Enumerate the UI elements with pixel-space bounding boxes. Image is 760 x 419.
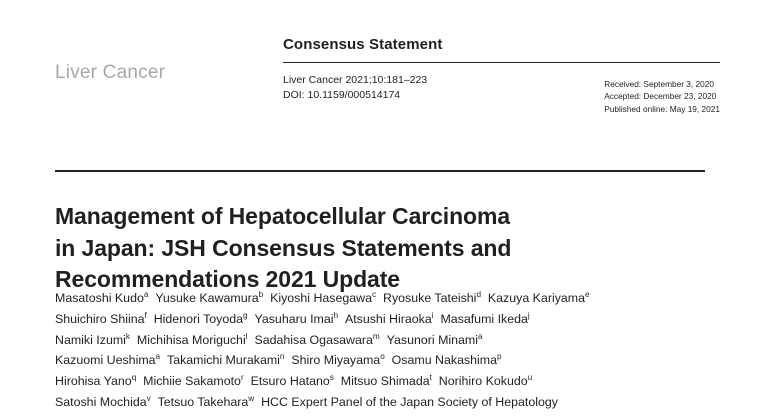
author-name[interactable]: Yasunori Minami [386,332,478,347]
author-affiliation-marker: v [146,394,151,404]
author-list [55,288,715,413]
author-name[interactable]: Kazuomi Ueshima [55,353,156,368]
author-name[interactable]: Yasuharu Imai [254,311,334,326]
author-name[interactable]: Osamu Nakashima [391,353,498,368]
author-name[interactable]: Tetsuo Takehara [157,395,249,410]
author-affiliation-marker: n [279,352,285,362]
author-name[interactable]: Hidenori Toyoda [153,311,244,326]
author-name[interactable]: Michiie Sakamoto [143,374,241,389]
author-line [55,371,715,392]
author-affiliation-marker: m [372,331,380,341]
author-name[interactable]: Etsuro Hatano [250,374,330,389]
journal-name: Liver Cancer [55,62,166,83]
author-affiliation-marker: c [372,289,377,299]
author-line [55,350,715,371]
author-affiliation-marker: a [478,331,483,341]
header-divider [283,62,720,63]
author-line [55,330,715,351]
author-name[interactable]: Atsushi Hiraoka [344,311,432,326]
author-affiliation-marker: k [125,331,131,341]
author-name[interactable]: Masatoshi Kudo [55,291,144,305]
author-line [55,288,715,309]
author-name[interactable]: Mitsuo Shimada [340,374,430,389]
author-affiliation-marker: t [429,373,432,383]
author-name[interactable]: Shiro Miyayama [291,353,381,368]
author-name[interactable]: Sadahisa Ogasawara [254,332,373,347]
author-affiliation-marker: a [155,352,161,362]
author-affiliation-marker: i [431,310,434,320]
header-block [283,36,720,123]
journal-masthead [55,62,255,84]
title-line-2: in Japan: JSH Consensus Statements and [55,234,512,261]
author-affiliation-marker: o [380,352,385,362]
author-affiliation-marker: e [585,289,590,299]
author-affiliation-marker: a [143,289,149,299]
date-received: Received: September 3, 2020 [604,79,714,89]
title-line-1: Management of Hepatocellular Carcinoma [55,203,511,230]
author-affiliation-marker: r [240,373,244,383]
author-name[interactable]: Michihisa Moriguchi [136,332,246,347]
page-title [55,201,685,296]
author-line [55,392,715,413]
author-name[interactable]: Masafumi Ikeda [440,311,528,326]
author-affiliation-marker: j [527,310,530,320]
date-published: Published online: May 19, 2021 [604,103,720,114]
author-affiliation-marker: b [258,289,264,299]
author-name[interactable]: Namiki Izumi [55,332,126,347]
author-name[interactable]: Kazuya Kariyama [487,291,585,305]
author-name[interactable]: Kiyoshi Hasegawa [270,291,373,305]
citation-row [283,73,720,123]
author-name[interactable]: Ryosuke Tateishi [383,291,477,305]
title-line-3: Recommendations 2021 Update [55,266,400,293]
author-name[interactable]: Takamichi Murakami [167,353,280,368]
author-affiliation-marker: p [497,352,502,362]
author-name[interactable]: Shuichiro Shiina [55,311,145,326]
citation-line-2[interactable]: DOI: 10.1159/000514174 [283,88,401,101]
date-accepted: Accepted: December 23, 2020 [604,91,717,102]
author-name[interactable]: Norihiro Kokudo [438,374,528,389]
author-affiliation-marker: g [243,310,248,320]
author-affiliation-marker: s [329,373,334,383]
section-label: Consensus Statement [283,36,443,53]
author-name[interactable]: Yusuke Kawamura [155,291,259,305]
author-name[interactable]: Satoshi Mochida [55,395,147,410]
author-affiliation-marker: u [527,373,533,383]
author-affiliation-marker: q [131,373,137,383]
author-affiliation-marker: w [248,394,255,404]
author-line [55,309,715,330]
author-affiliation-marker: l [245,331,248,341]
author-affiliation-marker: f [144,310,147,320]
author-affiliation-marker: d [476,289,481,299]
publication-dates [604,78,720,115]
citation-line-1: Liver Cancer 2021;10:181–223 [283,74,428,86]
title-divider [55,170,705,172]
author-name[interactable]: Hirohisa Yano [55,374,132,389]
author-name[interactable]: HCC Expert Panel of the Japan Society of Hepatology [261,395,558,410]
author-affiliation-marker: h [333,310,339,320]
